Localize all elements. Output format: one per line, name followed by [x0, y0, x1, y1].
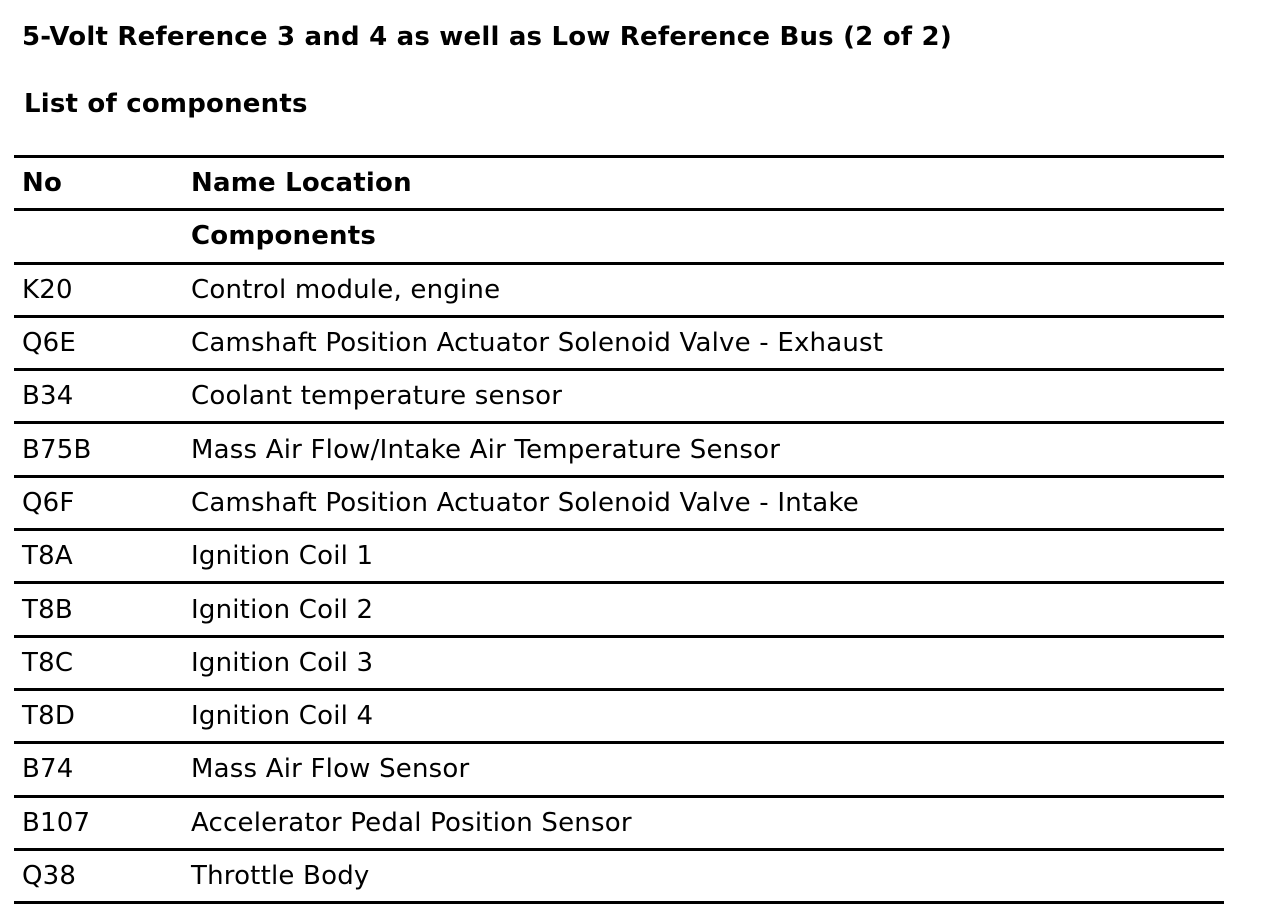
row-no: Q6E: [14, 316, 183, 369]
row-name: Mass Air Flow/Intake Air Temperature Sensor: [183, 423, 1224, 476]
table-row: [14, 316, 1224, 369]
row-name: Camshaft Position Actuator Solenoid Valve - Exhaust: [183, 316, 1224, 369]
group-no-cell: [14, 210, 183, 263]
row-name: Accelerator Pedal Position Sensor: [183, 796, 1224, 849]
table-header-row: [14, 157, 1224, 210]
row-no: T8D: [14, 689, 183, 742]
row-no: B75B: [14, 423, 183, 476]
row-no: Q6F: [14, 476, 183, 529]
column-header-name-location: Name Location: [183, 157, 1224, 210]
table-row: [14, 583, 1224, 636]
table-row: [14, 849, 1224, 902]
row-name: Throttle Body: [183, 849, 1224, 902]
table-group-row: [14, 210, 1224, 263]
table-row: [14, 796, 1224, 849]
row-name: Coolant temperature sensor: [183, 370, 1224, 423]
row-name: Ignition Coil 2: [183, 583, 1224, 636]
row-name: Camshaft Position Actuator Solenoid Valve - Intake: [183, 476, 1224, 529]
table-row: [14, 476, 1224, 529]
row-no: T8C: [14, 636, 183, 689]
row-name: Ignition Coil 1: [183, 530, 1224, 583]
row-name: Control module, engine: [183, 263, 1224, 316]
row-no: Q38: [14, 849, 183, 902]
table-body: [14, 210, 1224, 903]
column-header-no: No: [14, 157, 183, 210]
group-label: Components: [183, 210, 1224, 263]
row-no: B34: [14, 370, 183, 423]
table-row: [14, 636, 1224, 689]
table-row: [14, 370, 1224, 423]
row-no: B74: [14, 743, 183, 796]
row-name: Mass Air Flow Sensor: [183, 743, 1224, 796]
row-name: Ignition Coil 4: [183, 689, 1224, 742]
row-no: K20: [14, 263, 183, 316]
table-row: [14, 530, 1224, 583]
table-row: [14, 689, 1224, 742]
table-row: [14, 743, 1224, 796]
components-table: [14, 155, 1224, 904]
section-heading: List of components: [24, 89, 308, 119]
row-name: Ignition Coil 3: [183, 636, 1224, 689]
row-no: B107: [14, 796, 183, 849]
page-title: 5-Volt Reference 3 and 4 as well as Low Reference Bus (2 of 2): [22, 22, 952, 52]
table-row: [14, 263, 1224, 316]
row-no: T8A: [14, 530, 183, 583]
row-no: T8B: [14, 583, 183, 636]
table-row: [14, 423, 1224, 476]
